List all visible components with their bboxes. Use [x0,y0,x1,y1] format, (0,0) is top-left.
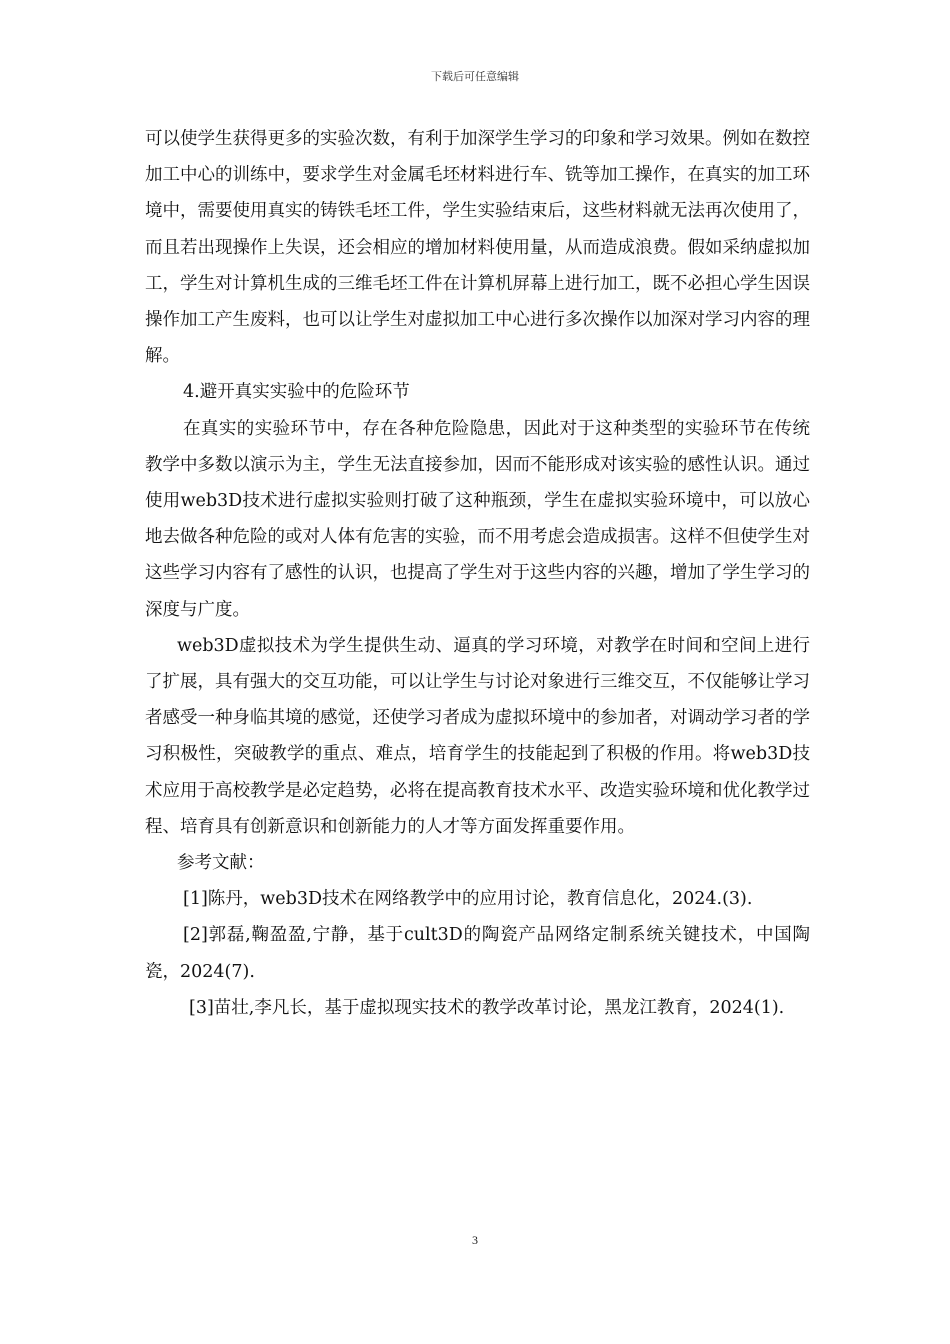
reference-item-3: [3]苗壮,李凡长，基于虚拟现实技术的教学改革讨论，黑龙江教育，2024(1). [189,997,785,1018]
document-body [145,121,810,1026]
page-header: 下载后可任意编辑 [431,70,519,83]
section-heading: 4.避开真实实验中的危险环节 [183,382,410,403]
paragraph-danger: 在真实的实验环节中，存在各种危险隐患，因此对于这种类型的实验环节在传统教学中多数以演示为主，学生无法直接参加，因而不能形成对该实验的感性认识。通过使用web3D技术进行虚拟实验则打破了这种瓶颈，学生在虚拟实验环境中，可以放心地去做各种危险的或对人体有危害的实验，而不用考虑会造成损害。这样不但使学生对这些学习内容有了感性的认识，也提高了学生对于这些内容的兴趣，增加了学生学习的深度与广度。 [145,418,810,620]
references-heading: 参考文献： [177,853,265,874]
page-number: 3 [472,1233,478,1247]
reference-item-1: [1]陈丹，web3D技术在网络教学中的应用讨论，教育信息化，2024.(3). [183,889,753,910]
reference-item-2: [2]郭磊,鞠盈盈,宁静，基于cult3D的陶瓷产品网络定制系统关键技术，中国陶瓷，2024(7). [145,925,810,982]
paragraph-web3d: web3D虚拟技术为学生提供生动、逼真的学习环境，对教学在时间和空间上进行了扩展，具有强大的交互功能，可以让学生与讨论对象进行三维交互，不仅能够让学习者感受一种身临其境的感觉，还使学习者成为虚拟环境中的参加者，对调动学习者的学习积极性，突破教学的重点、难点，培育学生的技能起到了积极的作用。将web3D技术应用于高校教学是必定趋势，必将在提高教育技术水平、改造实验环境和优化教学过程、培育具有创新意识和创新能力的人才等方面发挥重要作用。 [145,635,810,837]
paragraph-continuation: 可以使学生获得更多的实验次数，有利于加深学生学习的印象和学习效果。例如在数控加工中心的训练中，要求学生对金属毛坯材料进行车、铣等加工操作，在真实的加工环境中，需要使用真实的铸铁毛坯工件，学生实验结束后，这些材料就无法再次使用了，而且若出现操作上失误，还会相应的增加材料使用量，从而造成浪费。假如采纳虚拟加工，学生对计算机生成的三维毛坯工件在计算机屏幕上进行加工，既不必担心学生因误操作加工产生废料，也可以让学生对虚拟加工中心进行多次操作以加深对学习内容的理解。 [145,129,810,367]
